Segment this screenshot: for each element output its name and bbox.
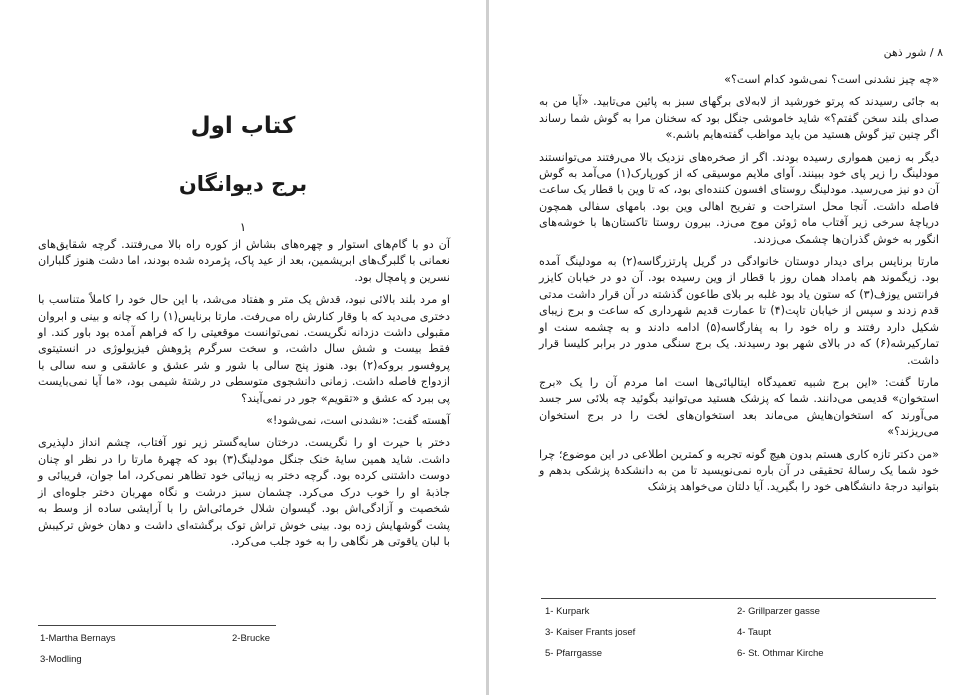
paragraph: مارتا گفت: «این برج شبیه تعمیدگاه ایتالیائی‌ها است اما مردم آن را یک «برج استخوان» قدیمی می‌دانند. شما که پزشک هستید می‌توانید بگوئید چه بلائی سر جسد می‌آورند که استخوان‌هایش می‌ماند بعد استخوان‌های لخت را در برج استخوان می‌ریزند؟» [539, 375, 939, 439]
footnote-divider [541, 598, 936, 599]
paragraph: او مرد بلند بالائی نبود، قدش یک متر و هفتاد می‌شد، با این حال خود را کاملاً متناسب با دختری می‌دید که با وقار کنارش راه می‌رفت. مارتا برنایس(۱) را که چانه و بینی و ابروان مقبولی داشت دزدانه نگریست. نمی‌توانست موقعیتی را که فراهم آمده بود باور کند. او فقط بیست و شش سال داشت، و سخت سرگرم پژوهش فیزیولوژی در انستیتوی پروفسور بروکه(۲) بود. هنوز پنج سالی با شور و شر عشق و عاشقی و سه سالی با ازدواج فاصله داشت. زمانی دانشجوی متوسطی در رشتهٔ شیمی بود، «ما آیا نمی‌بایست پی ببرد که عشق و «تقویم» جور در نمی‌آیند؟ [38, 293, 450, 405]
footnote: 4- Taupt [737, 627, 772, 638]
footnote: 3-Modling [40, 654, 82, 665]
paragraph: مارتا برنایس برای دیدار دوستان خانوادگی در گریل پارتزرگاسه(۲) به مودلینگ آمده بود. زیگموند هم بامداد همان روز با قطار از وین رسیده بود. آن دو در خیابان کایزر فرانتس یوزف(۳) که ستون یاد بود غلبه بر بلای طاعون گذشته در آن قرار داشت مدتی قدم زدند و سپس از خیابان تاپت(۴) تا عمارت قدیم شهرداری که ساعت و برج زیبای شکیل دارد رفتند و راه خود را به پفارگاسه(۵) ادامه دادند و به چشمه سنت او تمارکیرشه(۶) که در بالای شهر بود رسیدند. یک برج سنگی مدور در برابر کلیسا قرار داشت. [539, 255, 939, 367]
footnote: 1- Kurpark [545, 606, 590, 617]
paragraph: آهسته گفت: «نشدنی است، نمی‌شود!» [265, 414, 450, 428]
paragraph: «من دکتر تازه کاری هستم بدون هیچ گونه تجربه و کمترین اطلاعی در این موضوع؛ چرا خود شما یک رسالهٔ تحقیقی در آن باره نمی‌نویسید تا من به دانشکدهٔ پزشکی بدهم و بتوانید درجهٔ دانشگاهی خود را بگیرید. آیا دلتان می‌خواهد پزشک [539, 447, 939, 494]
paragraph: دختر با حیرت او را نگریست. درختان سایه‌گستر زیر نور آفتاب، چشم انداز دلپذیری داشت. شاید همین سایهٔ خنک جنگل مودلینگ(۳) بود که چهرهٔ مارتا را در نظر او چنان دوست داشتنی کرده بود. گرچه دختر به زیبائی خود تظاهر نمی‌کرد، اما جوان، فریبائی و جاذبهٔ او را خوب درک می‌کرد. چشمان سبز درشت و نگاه مهربان دختر جلوه‌ای از شخصیت و آزادگی‌اش بود. گیسوان شلال خرمائی‌اش را با آرایشی ساده از وسط به پشت گوشهایش زده بود. بینی خوش تراش توک برگشته‌ای داشت و دهان خوش ترکیبش با لبان یاقوتی هر نگاهی را به خود جلب می‌کرد. [38, 436, 450, 548]
footnote: 1-Martha Bernays [40, 633, 116, 644]
paragraph: دیگر به زمین همواری رسیده بودند. اگر از صخره‌های نزدیک بالا می‌رفتند می‌توانستند مودلینگ را زیر پای خود ببینند. آوای ملایم موسیقی که از کورپارک(۱) می‌آمد به گوش آن دو نیز می‌رسید. مودلینگ روستای افسون کننده‌ای بود، که تا وین با قطار یک ساعت فاصله داشت. آنجا محل استراحت و تفریح اهالی وین بود. بامهای سفالی همچون دریاچهٔ سرخی زیر آفتاب ماه ژوئن موج می‌زد. بیرون روستا تاکستان‌ها با خوشه‌های انگور به خوش گذران‌ها چشمک می‌زدند. [539, 150, 939, 246]
chapter-title: برج دیوانگان [178, 172, 308, 196]
footnote: 6- St. Othmar Kirche [737, 648, 824, 659]
paragraph: به جائی رسیدند که پرتو خورشید از لابه‌لای برگهای سبز به پائین می‌تابید. «آیا من به صدای بلند سخن گفتم؟» شاید خاموشی جنگل بود که سخنان مرا به گوش شما رساند اگر چنین تیز گوش هستید من باید مواظب گفته‌هایم باشم.» [539, 95, 939, 142]
left-page-body [38, 237, 450, 556]
paragraph: «چه چیز نشدنی است؟ نمی‌شود کدام است؟» [724, 73, 939, 86]
footnote: 2-Brucke [232, 633, 271, 644]
book-title: کتاب اول [190, 113, 296, 139]
paragraph: آن دو با گام‌های استوار و چهره‌های بشاش از کوره راه بالا می‌رفتند. گرچه شقایق‌های نعمانی با گلبرگ‌های ابریشمین، بعد از عید پاک، پژمرده شده بودند، اما دشت هنوز گلباران نسرین و پامچال بود. [38, 238, 450, 284]
running-header: ۸ / شور ذهن [883, 46, 943, 59]
footnote-divider [38, 625, 276, 626]
footnote: 5- Pfarrgasse [545, 648, 603, 659]
footnote: 2- Grillparzer gasse [737, 606, 820, 617]
left-page [0, 0, 486, 695]
right-page-body [539, 72, 939, 502]
footnote: 3- Kaiser Frants josef [545, 627, 636, 638]
section-number: ۱ [239, 220, 247, 234]
right-page [489, 0, 975, 695]
